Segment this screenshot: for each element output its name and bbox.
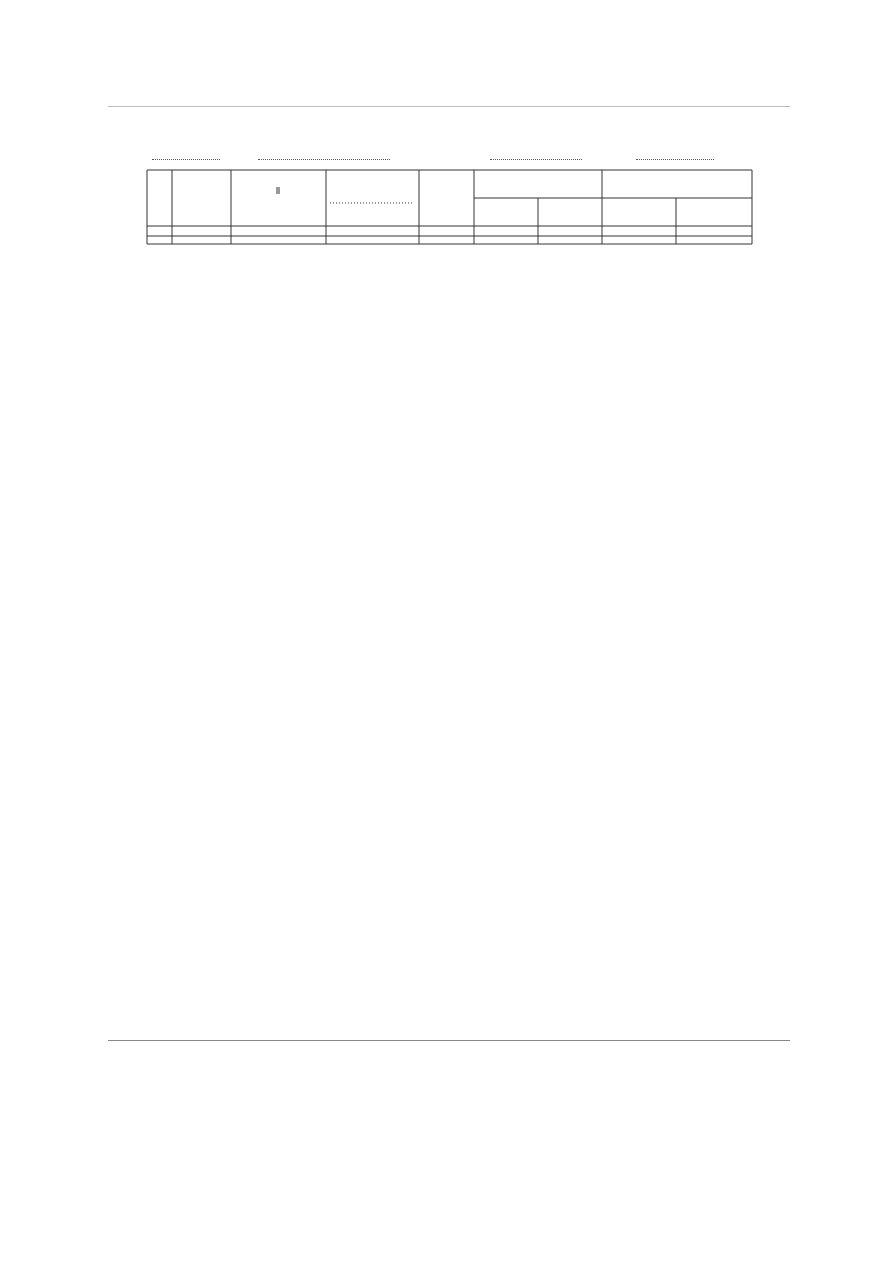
bottom-edge-line (108, 1040, 790, 1041)
kat-pomierzony-crossed (276, 187, 280, 194)
col-kat-pomierzony (236, 175, 320, 196)
col-numer-ciagu (148, 176, 172, 224)
